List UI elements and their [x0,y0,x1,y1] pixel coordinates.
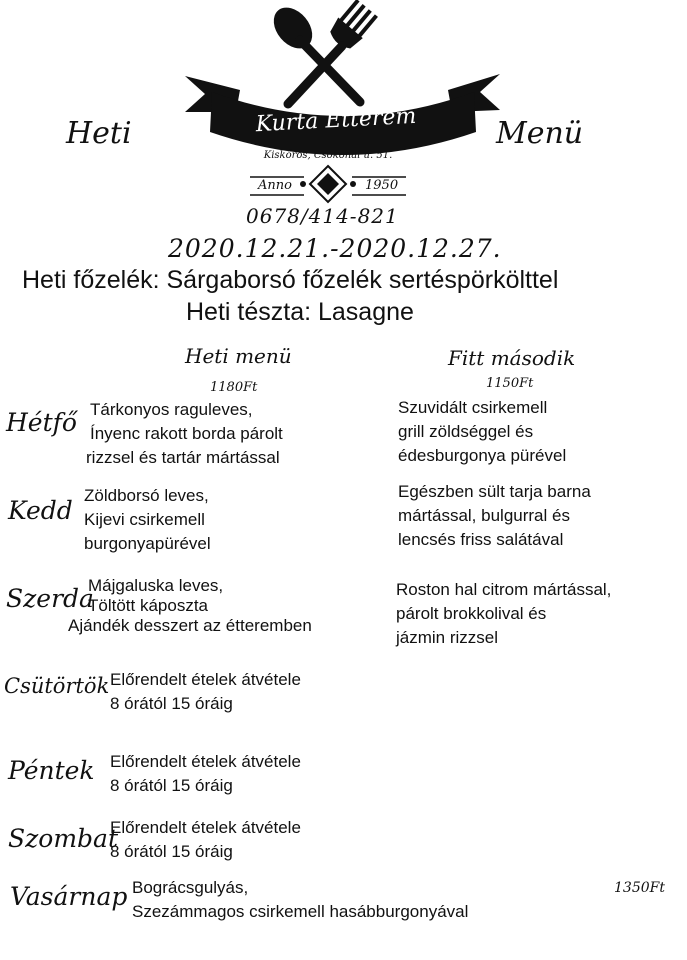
monday-menu-line: Tárkonyos raguleves, [90,400,253,419]
wednesday-second-line: párolt brokkolival és [396,604,547,623]
menu-column-title: Heti menü [185,344,292,368]
heading-heti: Heti [66,116,132,151]
wednesday-menu-line: Májgaluska leves, [88,576,224,595]
second-column-price: 1150Ft [486,376,534,391]
monday-second-line: édesburgonya pürével [398,446,567,465]
tuesday-second-line: Egészben sült tarja barna [398,482,591,501]
monday-menu [86,398,283,470]
tuesday-menu-line: Zöldborsó leves, [84,486,209,505]
day-label-monday: Hétfő [6,408,77,437]
wednesday-menu [68,576,312,636]
sunday-price: 1350Ft [614,880,665,896]
phone-number: 0678/414-821 [246,204,399,228]
anno-year: 1950 [365,178,399,193]
monday-menu-line: rizzsel és tartár mártással [86,448,280,467]
tuesday-menu [84,484,211,556]
friday-menu-line: Előrendelt ételek átvétele [110,752,301,771]
day-label-saturday: Szombat [8,824,119,853]
wednesday-menu-line: Töltött káposzta [88,596,209,615]
weekly-vegetable-dish: Heti főzelék: Sárgaborsó főzelék sertéspörkölttel [22,266,559,294]
wednesday-menu-line: Ajándék desszert az étteremben [68,616,312,635]
sunday-menu [132,876,468,924]
week-dates: 2020.12.21.-2020.12.27. [168,234,502,263]
monday-second-line: Szuvidált csirkemell [398,398,548,417]
tuesday-menu-line: burgonyapürével [84,534,211,553]
tuesday-menu-line: Kijevi csirkemell [84,510,205,529]
sunday-menu-line: Szezámmagos csirkemell hasábburgonyával [132,902,469,921]
tuesday-second-line: mártással, bulgurral és [398,506,570,525]
heading-menu: Menü [496,116,584,151]
day-label-tuesday: Kedd [8,496,73,525]
anno-label: Anno [258,178,292,193]
tuesday-second [398,480,591,552]
day-label-sunday: Vasárnap [10,882,128,911]
monday-second-line: grill zöldséggel és [398,422,534,441]
day-label-thursday: Csütörtök [4,674,110,698]
wednesday-second-line: jázmin rizzsel [396,628,499,647]
friday-menu [110,750,301,798]
day-label-wednesday: Szerda [6,584,94,613]
second-column-title: Fitt második [448,346,576,370]
monday-second [398,396,566,468]
thursday-menu-line: 8 órától 15 óráig [110,694,233,713]
wednesday-second-line: Roston hal citrom mártással, [396,580,612,599]
thursday-menu-line: Előrendelt ételek átvétele [110,670,301,689]
fork-spoon-icon [266,0,380,104]
wednesday-second [396,578,611,650]
tuesday-second-line: lencsés friss salátával [398,530,564,549]
weekly-pasta-dish: Heti tészta: Lasagne [186,298,414,326]
saturday-menu-line: Előrendelt ételek átvétele [110,818,301,837]
friday-menu-line: 8 órától 15 óráig [110,776,233,795]
restaurant-name: Kurta Étterem [255,103,417,138]
saturday-menu [110,816,301,864]
thursday-menu [110,668,301,716]
monday-menu-line: Ínyenc rakott borda párolt [90,424,283,443]
menu-column-price: 1180Ft [210,380,258,395]
sunday-menu-line: Bográcsgulyás, [132,878,249,897]
diamond-icon [300,166,356,202]
day-label-friday: Péntek [8,756,95,785]
restaurant-address: Kiskőrös, Csokonai u. 51. [263,150,393,161]
saturday-menu-line: 8 órától 15 óráig [110,842,233,861]
